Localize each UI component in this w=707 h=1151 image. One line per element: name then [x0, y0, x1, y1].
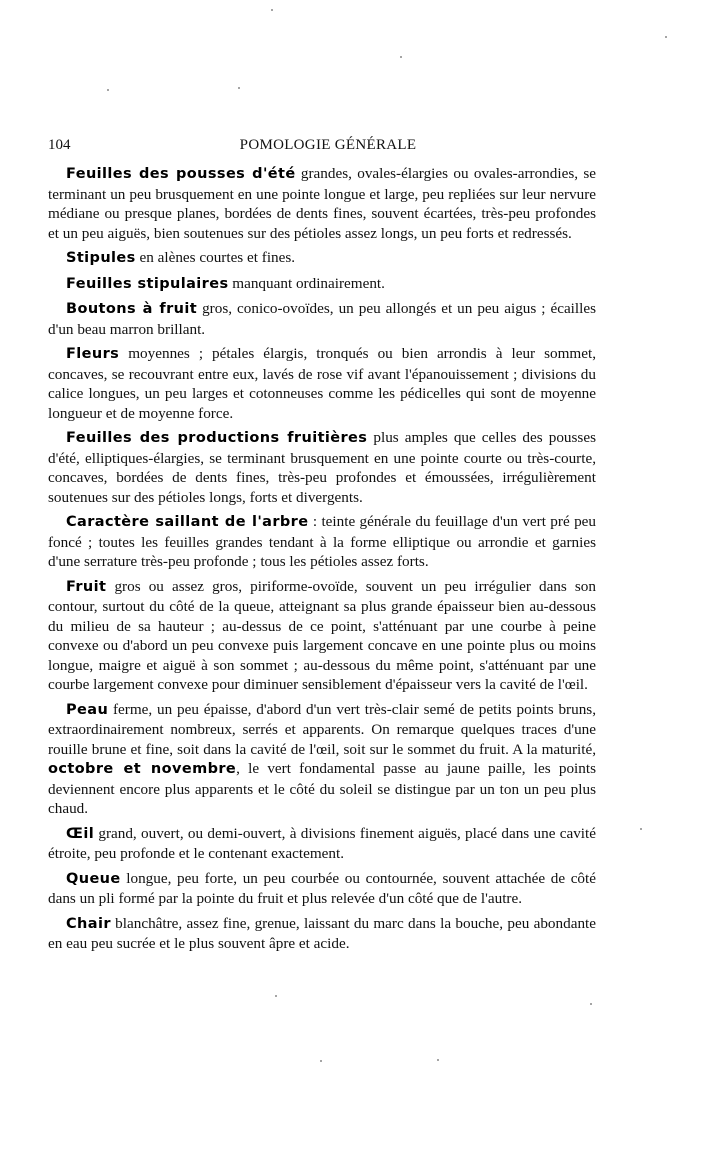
paragraph-text: plus amples que celles des pousses d'été, elliptiques-élargies, se terminant brusquement en une pointe courte ou très-courte, concaves, bordées de dents fines, très-peu profondes et émoussées, irrégulièrement soutenues sur des pétioles longs, forts et divergents.	[48, 429, 596, 506]
paragraph-lead: Feuilles des pousses d'été	[66, 166, 296, 182]
paragraph-text: en alènes courtes et fines.	[135, 249, 296, 266]
scan-speck	[590, 1003, 592, 1005]
paragraph-stipules	[48, 248, 596, 269]
page-number: 104	[48, 137, 71, 153]
paragraph-boutons-a-fruit	[48, 299, 596, 339]
paragraph-feuilles-pousses	[48, 164, 596, 243]
paragraph-lead: Fleurs	[66, 346, 120, 362]
paragraph-oeil	[48, 824, 596, 864]
running-title: POMOLOGIE GÉNÉRALE	[239, 137, 417, 153]
scan-speck	[400, 56, 402, 58]
paragraph-lead: Queue	[66, 870, 121, 887]
paragraph-lead: Chair	[66, 915, 111, 932]
paragraph-lead: Fruit	[66, 578, 107, 595]
scan-speck	[107, 89, 109, 91]
paragraph-peau	[48, 700, 596, 819]
paragraph-fleurs	[48, 344, 596, 423]
paragraph-lead: Boutons à fruit	[66, 301, 198, 317]
scan-speck	[275, 995, 277, 997]
paragraph-lead: Œil	[66, 825, 95, 842]
scan-speck	[320, 1060, 322, 1062]
paragraph-fruit	[48, 577, 596, 695]
scan-speck	[238, 87, 240, 89]
scan-speck	[271, 9, 273, 11]
paragraph-text: , le vert fondamental passe au jaune paille, les points deviennent encore plus apparents et le côté du soleil se distingue par un ton un peu plus chaud.	[48, 760, 596, 817]
paragraph-caractere-arbre	[48, 512, 596, 572]
book-page	[48, 136, 596, 959]
paragraph-lead: Caractère saillant de l'arbre	[66, 514, 309, 530]
paragraph-text: manquant ordinairement.	[228, 274, 385, 292]
paragraph-text: blanchâtre, assez fine, grenue, laissant du marc dans la bouche, peu abondante en eau peu sucrée et le plus souvent âpre et acide.	[48, 914, 596, 952]
paragraph-text: ferme, un peu épaisse, d'abord d'un vert très-clair semé de petits points bruns, extraordinairement nombreux, serrés et apparents. On remarque quelques traces d'une rouille brune et fine, soit dans la cavité de l'œil, soit sur le sommet du fruit. A la maturité,	[48, 700, 596, 758]
paragraph-text: longue, peu forte, un peu courbée ou contournée, souvent attachée de côté dans un pli formé par la pointe du fruit et plus relevée d'un côté que de l'autre.	[48, 869, 596, 907]
paragraph-feuilles-stipulaires	[48, 274, 596, 295]
scan-speck	[665, 36, 667, 38]
paragraph-text: gros, conico-ovoïdes, un peu allongés et un peu aigus ; écailles d'un beau marron brillant.	[48, 300, 596, 338]
paragraph-text: moyennes ; pétales élargis, tronqués ou bien arrondis à leur sommet, concaves, se recouvrant entre eux, lavés de rose vif avant l'épanouissement ; divisions du calice longues, un peu larges et cotonneuses comme les pédicelles qui sont de moyenne longueur et de moyenne force.	[48, 345, 596, 422]
paragraph-chair	[48, 914, 596, 954]
scan-speck	[640, 828, 642, 830]
paragraph-feuilles-productions	[48, 428, 596, 507]
paragraph-queue	[48, 869, 596, 909]
paragraph-lead: Feuilles des productions fruitières	[66, 430, 368, 446]
paragraph-text: grandes, ovales-élargies ou ovales-arrondies, se terminant un peu brusquement en une pointe longue et large, peu repliées sur leur nervure médiane ou presque planes, bordées de dents fines, souvent écartées, très-peu profondes et un peu aiguës, bien soutenues sur des pétioles assez longs, un peu forts et redressés.	[48, 165, 596, 242]
paragraph-lead: Stipules	[66, 250, 136, 266]
scan-speck	[437, 1059, 439, 1061]
paragraph-text: gros ou assez gros, piriforme-ovoïde, souvent un peu irrégulier dans son contour, surtout du côté de la queue, atteignant sa plus grande épaisseur bien au-dessous du milieu de sa hauteur ; au-dessus de ce point, s'atténuant par une courbe à peine convexe ou d'abord un peu convexe puis largement concave en une pointe plus ou moins longue, maigre et aiguë à son sommet ; au-dessous du même point, s'atténuant par une courbe largement convexe pour diminuer sensiblement d'épaisseur vers la cavité de l'œil.	[48, 577, 596, 693]
maturity-period: octobre et novembre	[48, 761, 237, 777]
paragraph-lead: Peau	[66, 701, 109, 718]
paragraph-text: : teinte générale du feuillage d'un vert pré peu foncé ; toutes les feuilles grandes tendant à la forme elliptique ou arrondie et garnies d'une serrature très-peu profonde ; tous les pétioles assez forts.	[48, 513, 596, 570]
paragraph-lead: Feuilles stipulaires	[66, 275, 229, 292]
paragraph-text: grand, ouvert, ou demi-ouvert, à divisions finement aiguës, placé dans une cavité étroite, peu profonde et le contenant exactement.	[48, 824, 596, 862]
running-head	[48, 136, 596, 158]
